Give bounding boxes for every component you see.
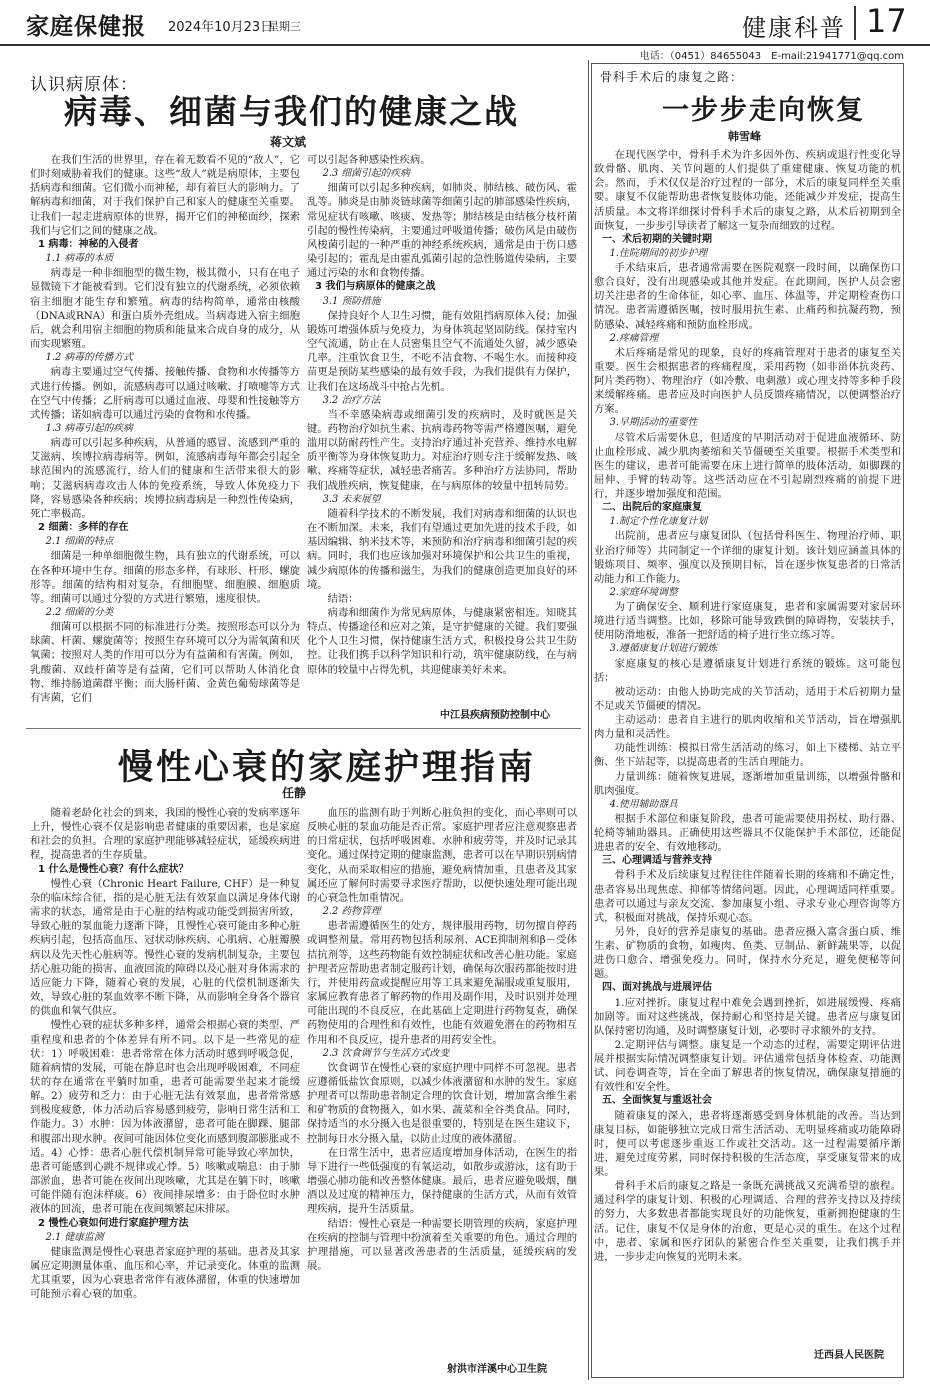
section-heading: 2 细菌：多样的存在 xyxy=(38,522,129,534)
article-divider xyxy=(26,728,581,729)
paragraph: 1.应对挫折。康复过程中难免会遇到挫折，如进展缓慢、疼痛加剧等。面对这些挑战，保持耐心和坚持是关键。患者应与康复团队保持密切沟通，及时调整康复计划，必要时寻求额外的支持。 xyxy=(594,996,901,1037)
article1-title: 病毒、细菌与我们的健康之战 xyxy=(64,92,519,131)
paragraph: 被动运动：由他人协助完成的关节活动，适用于术后初期力量不足或关节僵硬的情况。 xyxy=(594,685,901,712)
paragraph: 血压的监测有助于判断心脏负担的变化，而心率则可以反映心脏的泵血功能是否正常。家庭护理者应注意观察患者的日常症状，包括呼吸困难、水肿和疲劳等，并及时记录其变化。通过保持定期的健康监测，患者可以在早期识别病情变化，从而采取相应的措施，避免病情加重，且患者及其家属还应了解何时需要寻求医疗帮助，以便快速处理可能出现的心衰急性加重情况。 xyxy=(307,807,577,904)
paragraph: 根据手术部位和康复阶段，患者可能需要使用拐杖、助行器、轮椅等辅助器具。正确使用这些器具不仅能保护手术部位，还能促进患者的安全、有效地移动。 xyxy=(594,812,901,854)
paragraph: 病毒可以引起多种疾病，从普通的感冒、流感到严重的艾滋病、埃博拉病毒病等。例如，流感病毒每年都会引起全球范围内的流感流行，给人们的健康和生活带来很大的影响；艾滋病病毒攻击人体的免疫系统，导致人体免疫力下降，容易感染各种疾病；埃博拉病毒病是一种烈性传染病，死亡率极高。 xyxy=(30,437,300,520)
issue-date: 2024年10月23日 xyxy=(168,20,274,35)
paragraph: 随着康复的深入，患者将逐渐感受到身体机能的改善。当达到康复目标，如能够独立完成日常生活活动、无明显疼痛或功能障碍时，便可以考虑逐步重返工作或社交活动。这一过程需要循序渐进，避免过度劳累，同时保持积极的生活态度，享受康复带来的成果。 xyxy=(594,1109,901,1178)
paragraph: 可以引起各种感染性疾病。 xyxy=(307,154,431,166)
paragraph: 保持良好个人卫生习惯，能有效阻挡病原体入侵；加强锻炼可增强体质与免疫力，为身体筑起坚固防线。保持室内空气流通，防止在人员密集且空气不流通处久留，减少感染几率。注重饮食卫生，不吃不洁食物、不喝生水。而接种疫苗更是预防某些感染的最有效手段，为我们提供有力保护，让我们在这场战斗中抢占先机。 xyxy=(307,309,577,393)
paragraph: 细菌是一种单细胞微生物，具有独立的代谢系统，可以在各种环境中生存。细菌的形态多样，有球形、杆形、螺旋形等。细菌的结构相对复杂，有细胞壁、细胞膜、细胞质等。细菌可以通过分裂的方式进行繁殖，速度很快。 xyxy=(30,550,300,605)
section-heading: 2 慢性心衰如何进行家庭护理方法 xyxy=(38,1217,189,1229)
subsection-heading: 1.1 病毒的本质 xyxy=(45,253,114,265)
contact-info: 电话：（0451）84655043 E-mail:21941771@qq.com xyxy=(639,51,904,62)
section-heading: 3 我们与病原体的健康之战 xyxy=(315,281,436,293)
paragraph: 在现代医学中，骨科手术为许多因外伤、疾病或退行性变化导致骨骼、肌肉、关节问题的人们提供了重建健康、恢复功能的机会。然而，手术仅仅是治疗过程的一部分，术后的康复同样至关重要。康复不仅能帮助患者恢复肢体功能，还能减少并发症，提高生活质量。本文将详细探讨骨科手术后的康复之路，从术后初期到全面恢复，一步步引导读者了解这一复杂而细致的过程。 xyxy=(594,149,901,232)
paragraph: 细菌可以根据不同的标准进行分类。按照形态可以分为球菌、杆菌、螺旋菌等；按照生存环境可以分为需氧菌和厌氧菌；按照对人类的作用可以分为有益菌和有害菌。例如，乳酸菌、双歧杆菌等是有益菌，它们可以帮助人体消化食物、维持肠道菌群平衡；而大肠杆菌、金黄色葡萄球菌等是有害菌，它们 xyxy=(30,621,300,704)
paragraph: 当不幸感染病毒或细菌引发的疾病时，及时就医是关键。药物治疗如抗生素、抗病毒药物等需严格遵医嘱，避免滥用以防耐药性产生。支持治疗通过补充营养、维持水电解质平衡等为身体恢复助力。对症治疗则专注于缓解发热、咳嗽、疼痛等症状，减轻患者痛苦。多种治疗方法协同，帮助我们战胜疾病，恢复健康，在与病原体的较量中扭转局势。 xyxy=(307,408,577,492)
subsection-heading: 1.2 病毒的传播方式 xyxy=(45,352,133,364)
subsection-heading: 1.制定个性化康复计划 xyxy=(609,516,708,528)
section-name: 健康科普 xyxy=(742,14,846,42)
paragraph: 病毒主要通过空气传播、接触传播、食物和水传播等方式进行传播。例如，流感病毒可以通过咳嗽、打喷嚏等方式在空气中传播；乙肝病毒可以通过血液、母婴和性接触等方式传播；诺如病毒可以通过污染的食物和水传播。 xyxy=(30,366,300,421)
paragraph: 健康监测是慢性心衰患者家庭护理的基础。患者及其家属应定期测量体重、血压和心率，并记录变化。体重的监测尤其重要，因为心衰患者常伴有液体潴留，体重的快速增加可能预示着心衰的加重。 xyxy=(30,1245,300,1301)
article3-title: 一步步走向恢复 xyxy=(662,95,865,126)
section-heading: 四、面对挑战与进展评估 xyxy=(602,982,712,994)
paragraph: 在我们生活的世界里，存在着无数看不见的“敌人”，它们时刻威胁着我们的健康。这些“敌人”就是病原体，主要包括病毒和细菌。它们微小而神秘，却有着巨大的影响力。了解病毒和细菌，对于我们保护自己和家人的健康至关重要。让我们一起走进病原体的世界，揭开它们的神秘面纱，探索我们与它们之间的健康之战。 xyxy=(30,154,300,237)
section-heading: 1 病毒：神秘的入侵者 xyxy=(38,238,139,250)
paragraph: 病毒和细菌作为常见病原体，与健康紧密相连。知晓其特点、传播途径和应对之策，是守护健康的关键。我们要强化个人卫生习惯，保持健康生活方式，积极投身公共卫生防控。让我们携手以科学知识和行动，筑牢健康防线，在与病原体的较量中占得先机，共迎健康美好未来。 xyxy=(307,607,577,676)
article1-organization: 中江县疾病预防控制中心 xyxy=(440,710,550,721)
article2-title: 慢性心衰的家庭护理指南 xyxy=(118,747,537,788)
article2-column-1 xyxy=(30,806,300,1301)
paragraph: 随着科学技术的不断发展，我们对病毒和细菌的认识也在不断加深。未来，我们有望通过更加先进的技术手段，如基因编辑、纳米技术等，来预防和治疗病毒和细菌引起的疾病。同时，我们也应该加强对环境保护和公共卫生的重视，减少病原体的传播和滋生，为我们的健康创造更加良好的环境。 xyxy=(307,507,577,591)
paragraph: 另外，良好的营养是康复的基础。患者应摄入富含蛋白质、维生素、矿物质的食物，如瘦肉、鱼类、豆制品、新鲜蔬果等，以促进伤口愈合、增强免疫力。同时，保持水分充足，避免便秘等问题。 xyxy=(594,925,901,981)
subsection-heading: 3.1 预防措施 xyxy=(322,295,381,307)
article3-body xyxy=(594,148,901,1264)
article3-kicker: 骨科手术后的康复之路： xyxy=(600,70,744,84)
paragraph: 功能性训练：模拟日常生活活动的练习，如上下楼梯、站立平衡、坐下站起等，以提高患者的生活自理能力。 xyxy=(594,742,901,769)
section-heading: 三、心理调适与营养支持 xyxy=(602,855,712,867)
paragraph: 患者需遵循医生的处方，规律服用药物，切勿擅自停药或调整剂量。常用药物包括利尿剂、ACE抑制剂和β－受体拮抗剂等，这些药物能有效控制症状和改善心脏功能。家庭护理者应帮助患者制定服药计划，确保每次服药都能按时进行，并使用药盒或提醒应用等工具来避免漏服或重复服用，家属应教育患者了解药物的作用及副作用，及时识别并处理可能出现的不良反应，在此基础上定期进行药物复查，确保药物使用的合理性和有效性，也能有效避免潜在的药物相互作用和不良反应，提升患者的用药安全性。 xyxy=(307,920,577,1046)
column-divider xyxy=(588,60,589,1380)
paragraph: 主动运动：患者自主进行的肌肉收缩和关节活动，旨在增强肌肉力量和灵活性。 xyxy=(594,714,901,741)
paragraph: 骨科手术后的康复之路是一条既充满挑战又充满希望的旅程。通过科学的康复计划、积极的心理调适、合理的营养支持以及持续的努力，大多数患者都能实现良好的功能恢复，重新拥抱健康的生活。记住，康复不仅是身体的治愈，更是心灵的重生。在这个过程中，患者、家属和医疗团队的紧密合作至关重要，让我们携手并进，一步步走向恢复的光明未来。 xyxy=(594,1180,901,1263)
paragraph: 2.定期评估与调整。康复是一个动态的过程，需要定期评估进展并根据实际情况调整康复计划。评估通常包括身体检查、功能测试、问卷调查等，旨在全面了解患者的恢复情况，确保康复措施的有效性和安全性。 xyxy=(594,1038,901,1094)
subsection-heading: 2.3 细菌引起的疾病 xyxy=(322,168,410,180)
article2-column-2 xyxy=(307,806,577,1273)
paragraph: 手术结束后，患者通常需要在医院观察一段时间，以确保伤口愈合良好，没有出现感染或其他并发症。在此期间，医护人员会密切关注患者的生命体征，如心率、血压、体温等，并定期检查伤口情况。患者需遵循医嘱，按时服用抗生素、止痛药和抗凝药物，预防感染、减轻疼痛和预防血栓形成。 xyxy=(594,262,901,331)
paragraph: 细菌可以引起多种疾病，如肺炎、肺结核、破伤风、霍乱等。肺炎是由肺炎链球菌等细菌引起的肺部感染性疾病，常见症状有咳嗽、咳痰、发热等；肺结核是由结核分枝杆菌引起的慢性传染病，主要通过呼吸道传播；破伤风是由破伤风梭菌引起的一种严重的神经系统疾病，通常是由于伤口感染引起的；霍乱是由霍乱弧菌引起的急性肠道传染病，主要通过污染的水和食物传播。 xyxy=(307,182,577,280)
paragraph: 结语： xyxy=(327,592,359,605)
article2-author: 任静 xyxy=(282,786,307,800)
paragraph: 力量训练：随着恢复进展，逐渐增加重量训练，以增强骨骼和肌肉强度。 xyxy=(594,770,901,797)
subsection-heading: 3.3 未来展望 xyxy=(322,493,381,505)
subsection-heading: 2.2 细菌的分类 xyxy=(45,607,114,618)
paragraph: 家庭康复的核心是遵循康复计划进行系统的锻炼。这可能包括： xyxy=(594,657,901,684)
paragraph: 结语：慢性心衰是一种需要长期管理的疾病，家庭护理在疾病的控制与管理中扮演着至关重要的角色。通过合理的护理措施，可以显著改善患者的生活质量，延缓疾病的发展。 xyxy=(307,1217,577,1272)
paragraph: 为了确保安全、顺利进行家庭康复，患者和家属需要对家居环境进行适当调整。比如，移除可能导致跌倒的障碍物，安装扶手，使用防滑地板，准备一把舒适的椅子进行坐立练习等。 xyxy=(594,601,901,642)
article3-author: 韩雪峰 xyxy=(728,130,761,143)
subsection-heading: 2.家庭环境调整 xyxy=(609,586,678,598)
page-header xyxy=(0,0,930,46)
section-heading: 一、术后初期的关键时期 xyxy=(602,233,712,245)
paragraph: 出院前，患者应与康复团队（包括骨科医生、物理治疗师、职业治疗师等）共同制定一个详细的康复计划。该计划应涵盖具体的锻炼项目、频率、强度以及预期目标，旨在逐步恢复患者的日常活动能力和工作能力。 xyxy=(594,530,901,585)
header-divider xyxy=(854,6,856,40)
subsection-heading: 2.2 药物管理 xyxy=(322,906,381,918)
paragraph: 尽管术后需要休息，但适度的早期活动对于促进血液循环、防止血栓形成、减少肌肉萎缩和关节僵硬至关重要。根据手术类型和医生的建议，患者可能需要在床上进行简单的肢体活动，如脚踝的屈伸、手臂的转动等。这些活动应在不引起剧烈疼痛的前提下进行，并逐步增加强度和范围。 xyxy=(594,431,901,500)
article2-organization: 射洪市洋溪中心卫生院 xyxy=(447,1364,547,1375)
subsection-heading: 3.遵循康复计划进行锻炼 xyxy=(609,643,717,655)
paper-name: 家庭保健报 xyxy=(26,14,146,40)
section-heading: 二、出院后的家庭康复 xyxy=(602,502,702,514)
subsection-heading: 4.使用辅助器具 xyxy=(609,798,678,810)
subsection-heading: 3.早期活动的重要性 xyxy=(609,417,698,429)
section-heading: 五、全面恢复与重返社会 xyxy=(602,1095,712,1107)
issue-weekday: 星期三 xyxy=(268,20,301,33)
article1-author: 蒋文斌 xyxy=(270,135,307,149)
article3-organization: 迁西县人民医院 xyxy=(814,1350,884,1361)
section-heading: 1 什么是慢性心衰？有什么症状？ xyxy=(38,863,189,875)
subsection-heading: 3.2 治疗方法 xyxy=(322,394,381,406)
paragraph: 骨科手术及后续康复过程往往伴随着长期的疼痛和不确定性，患者容易出现焦虑、抑郁等情绪问题。因此，心理调适同样重要。患者可以通过与亲友交流、参加康复小组、寻求专业心理咨询等方式，积极面对挑战，保持乐观心态。 xyxy=(594,869,901,924)
page-number: 17 xyxy=(866,2,907,40)
article1-column-2 xyxy=(307,153,577,677)
subsection-heading: 1.住院期间的初步护理 xyxy=(609,247,708,259)
article1-column-1 xyxy=(30,153,300,705)
subsection-heading: 2.疼痛管理 xyxy=(609,332,659,344)
subsection-heading: 2.1 细菌的特点 xyxy=(45,536,114,548)
subsection-heading: 2.1 健康监测 xyxy=(45,1231,104,1243)
paragraph: 在日常生活中，患者应适度增加身体活动，在医生的指导下进行一些低强度的有氧运动，如散步或游泳，这有助于增强心肺功能和改善整体健康。最后，患者应避免吸烟，酗酒以及过度的精神压力，保持健康的生活方式，从而有效管理疾病，提升生活质量。 xyxy=(307,1146,577,1216)
paragraph: 饮食调节在慢性心衰的家庭护理中同样不可忽视。患者应遵循低盐饮食原则，以减少体液潴留和水肿的发生。家庭护理者可以帮助患者制定合理的饮食计划，增加富含维生素和矿物质的食物摄入，如水果、蔬菜和全谷类食品。同时，保持适当的水分摄入也是很重要的，特别是在医生建议下，控制每日水分摄入量，以防止过度的液体潴留。 xyxy=(307,1061,577,1145)
paragraph: 慢性心衰（Chronic Heart Failure, CHF）是一种复杂的临床综合征，指的是心脏无法有效泵血以满足身体代谢需求的状态，通常是由于心脏的结构或功能受到损害所致，导致心脏的泵血能力逐渐下降，且慢性心衰可能由多种心脏疾病引起，包括高血压、冠状动脉疾病、心肌病、心脏瓣膜病以及先天性心脏病等。慢性心衰的发病机制复杂，主要包括心脏功能的损害、血液回流的障碍以及心脏对身体需求的适应能力下降，随着心衰的发展，心脏的代偿机制逐渐失效，导致心脏的泵血效率不断下降，从而影响全身各个器官的供血和氧气供应。 xyxy=(30,877,300,1018)
article1-kicker: 认识病原体： xyxy=(30,75,138,95)
subsection-heading: 2.3 饮食调节与生活方式改变 xyxy=(322,1047,450,1059)
paragraph: 慢性心衰的症状多种多样，通常会根据心衰的类型、严重程度和患者的个体差异有所不同。以下是一些常见的症状：1）呼吸困难：患者常常在体力活动时感到呼吸急促，随着病情的发展，可能在静息时也会出现呼吸困难，不同症状的存在通常在平躺时加重，患者可能需要坐起来才能缓解。2）疲劳和乏力：由于心脏无法有效泵血，患者常常感到极度疲惫，体力活动后容易感到疲劳，影响日常生活和工作能力。3）水肿：因为体液潴留，患者可能在脚踝、腿部和腹部出现水肿。夜间可能因体位变化而感到腹部膨胀或不适。4）心悸：患者心脏代偿机制异常可能导致心率加快，患者可能感到心跳不规律或心悸。5）咳嗽或喘息：由于肺部淤血，患者可能在夜间出现咳嗽，尤其是在躺下时，咳嗽可能伴随有泡沫样痰。6）夜间排尿增多：由于卧位时水肿液体的回流，患者可能在夜间频繁起床排尿。 xyxy=(30,1019,300,1216)
subsection-heading: 1.3 病毒引起的疾病 xyxy=(45,422,133,434)
paragraph: 病毒是一种非细胞型的微生物，极其微小，只有在电子显微镜下才能被看到。它们没有独立的代谢系统，必须依赖宿主细胞才能生存和繁殖。病毒的结构简单，通常由核酸（DNA或RNA）和蛋白质外壳组成。当病毒进入宿主细胞后，就会利用宿主细胞的物质和能量来合成自身的成分，从而实现繁殖。 xyxy=(30,267,300,351)
paragraph: 随着老龄化社会的到来，我国的慢性心衰的发病率逐年上升，慢性心衰不仅是影响患者健康的重要因素，也是家庭和社会的负担。合理的家庭护理能够减轻症状，延缓疾病进程，提高患者的生存质量。 xyxy=(30,807,300,862)
paragraph: 术后疼痛是常见的现象，良好的疼痛管理对于患者的康复至关重要。医生会根据患者的疼痛程度，采用药物（如非甾体抗炎药、阿片类药物）、物理治疗（如冷敷、电刺激）或心理支持等多种手段来缓解疼痛。患者应及时向医护人员反馈疼痛情况，以便调整治疗方案。 xyxy=(594,346,901,416)
